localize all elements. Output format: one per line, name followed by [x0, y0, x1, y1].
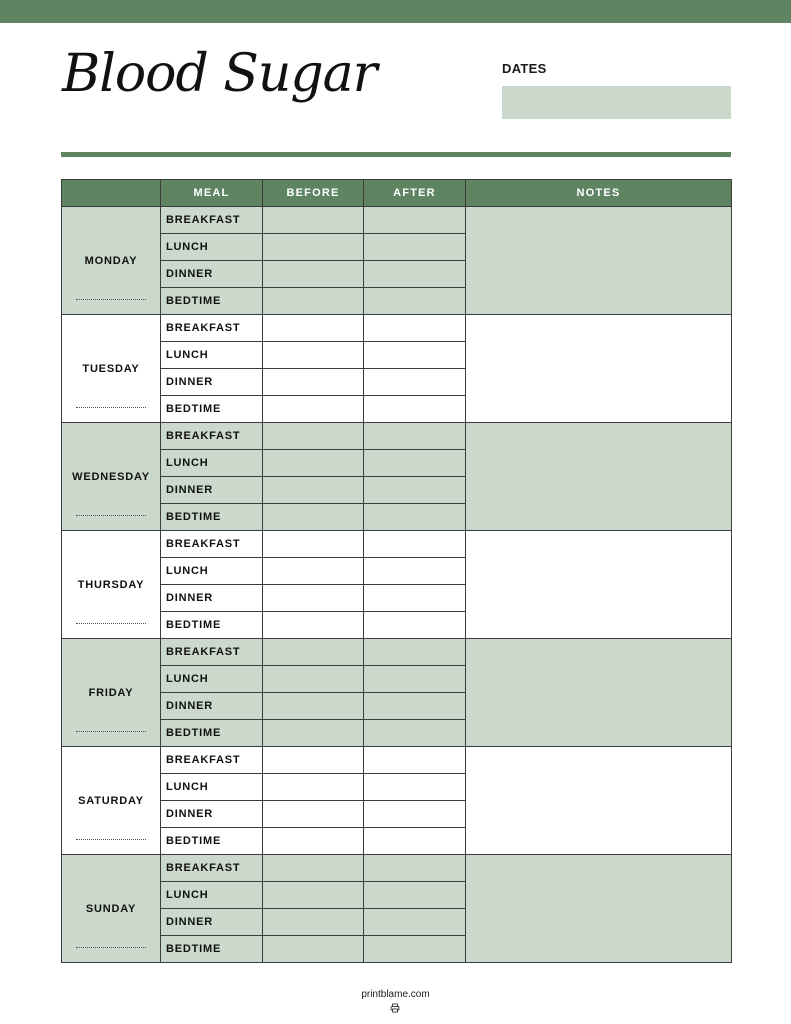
notes-cell[interactable] — [466, 315, 732, 423]
table-row — [62, 531, 732, 558]
before-reading-cell[interactable] — [263, 261, 364, 288]
after-reading-cell[interactable] — [364, 531, 466, 558]
date-write-line[interactable] — [76, 731, 146, 732]
meal-label: LUNCH — [161, 666, 263, 693]
page-title: Blood Sugar — [62, 44, 377, 104]
before-reading-cell[interactable] — [263, 882, 364, 909]
day-cell-monday — [62, 207, 161, 315]
day-label: TUESDAY — [82, 362, 140, 375]
before-reading-cell[interactable] — [263, 720, 364, 747]
after-reading-cell[interactable] — [364, 855, 466, 882]
table-header-row — [62, 180, 732, 207]
after-reading-cell[interactable] — [364, 207, 466, 234]
day-cell-tuesday — [62, 315, 161, 423]
day-cell-wednesday — [62, 423, 161, 531]
meal-label: DINNER — [161, 261, 263, 288]
after-reading-cell[interactable] — [364, 450, 466, 477]
before-reading-cell[interactable] — [263, 396, 364, 423]
header-divider — [61, 152, 731, 157]
table-row — [62, 855, 732, 882]
before-reading-cell[interactable] — [263, 612, 364, 639]
dates-field[interactable] — [502, 86, 731, 119]
notes-cell[interactable] — [466, 423, 732, 531]
day-label: MONDAY — [84, 254, 138, 267]
day-label: FRIDAY — [88, 686, 134, 699]
header-notes: NOTES — [466, 180, 732, 207]
after-reading-cell[interactable] — [364, 801, 466, 828]
after-reading-cell[interactable] — [364, 315, 466, 342]
after-reading-cell[interactable] — [364, 720, 466, 747]
meal-label: LUNCH — [161, 558, 263, 585]
date-write-line[interactable] — [76, 407, 146, 408]
before-reading-cell[interactable] — [263, 666, 364, 693]
table-row — [62, 315, 732, 342]
before-reading-cell[interactable] — [263, 315, 364, 342]
table-row — [62, 423, 732, 450]
after-reading-cell[interactable] — [364, 369, 466, 396]
header-after: AFTER — [364, 180, 466, 207]
meal-label: LUNCH — [161, 234, 263, 261]
after-reading-cell[interactable] — [364, 909, 466, 936]
notes-cell[interactable] — [466, 639, 732, 747]
before-reading-cell[interactable] — [263, 450, 364, 477]
before-reading-cell[interactable] — [263, 828, 364, 855]
table-row — [62, 639, 732, 666]
table-row — [62, 207, 732, 234]
meal-label: BREAKFAST — [161, 423, 263, 450]
after-reading-cell[interactable] — [364, 774, 466, 801]
after-reading-cell[interactable] — [364, 693, 466, 720]
after-reading-cell[interactable] — [364, 234, 466, 261]
before-reading-cell[interactable] — [263, 801, 364, 828]
header-day — [62, 180, 161, 207]
after-reading-cell[interactable] — [364, 342, 466, 369]
meal-label: BREAKFAST — [161, 747, 263, 774]
meal-label: DINNER — [161, 801, 263, 828]
after-reading-cell[interactable] — [364, 423, 466, 450]
footer-site: printblame.com — [361, 989, 430, 1000]
day-cell-thursday — [62, 531, 161, 639]
date-write-line[interactable] — [76, 947, 146, 948]
day-label: THURSDAY — [77, 578, 145, 591]
table-row — [62, 747, 732, 774]
after-reading-cell[interactable] — [364, 261, 466, 288]
meal-label: BEDTIME — [161, 504, 263, 531]
before-reading-cell[interactable] — [263, 288, 364, 315]
after-reading-cell[interactable] — [364, 612, 466, 639]
before-reading-cell[interactable] — [263, 936, 364, 963]
printer-icon — [390, 1003, 400, 1013]
before-reading-cell[interactable] — [263, 855, 364, 882]
after-reading-cell[interactable] — [364, 882, 466, 909]
after-reading-cell[interactable] — [364, 558, 466, 585]
day-label: SATURDAY — [78, 794, 144, 807]
date-write-line[interactable] — [76, 623, 146, 624]
header-meal: MEAL — [161, 180, 263, 207]
meal-label: BREAKFAST — [161, 855, 263, 882]
after-reading-cell[interactable] — [364, 288, 466, 315]
meal-label: DINNER — [161, 585, 263, 612]
meal-label: BREAKFAST — [161, 531, 263, 558]
day-cell-saturday — [62, 747, 161, 855]
dates-label: DATES — [502, 61, 547, 76]
after-reading-cell[interactable] — [364, 639, 466, 666]
before-reading-cell[interactable] — [263, 585, 364, 612]
before-reading-cell[interactable] — [263, 639, 364, 666]
meal-label: DINNER — [161, 693, 263, 720]
meal-label: DINNER — [161, 909, 263, 936]
date-write-line[interactable] — [76, 515, 146, 516]
date-write-line[interactable] — [76, 299, 146, 300]
notes-cell[interactable] — [466, 747, 732, 855]
before-reading-cell[interactable] — [263, 423, 364, 450]
meal-label: BREAKFAST — [161, 207, 263, 234]
before-reading-cell[interactable] — [263, 477, 364, 504]
before-reading-cell[interactable] — [263, 558, 364, 585]
before-reading-cell[interactable] — [263, 369, 364, 396]
meal-label: BREAKFAST — [161, 639, 263, 666]
after-reading-cell[interactable] — [364, 828, 466, 855]
before-reading-cell[interactable] — [263, 342, 364, 369]
before-reading-cell[interactable] — [263, 234, 364, 261]
before-reading-cell[interactable] — [263, 909, 364, 936]
before-reading-cell[interactable] — [263, 207, 364, 234]
after-reading-cell[interactable] — [364, 396, 466, 423]
day-cell-sunday — [62, 855, 161, 963]
after-reading-cell[interactable] — [364, 585, 466, 612]
before-reading-cell[interactable] — [263, 693, 364, 720]
after-reading-cell[interactable] — [364, 477, 466, 504]
meal-label: BEDTIME — [161, 936, 263, 963]
date-write-line[interactable] — [76, 839, 146, 840]
meal-label: LUNCH — [161, 450, 263, 477]
after-reading-cell[interactable] — [364, 747, 466, 774]
meal-label: BEDTIME — [161, 828, 263, 855]
notes-cell[interactable] — [466, 531, 732, 639]
meal-label: DINNER — [161, 477, 263, 504]
after-reading-cell[interactable] — [364, 504, 466, 531]
meal-label: BREAKFAST — [161, 315, 263, 342]
meal-label: LUNCH — [161, 882, 263, 909]
meal-label: LUNCH — [161, 774, 263, 801]
before-reading-cell[interactable] — [263, 747, 364, 774]
header-before: BEFORE — [263, 180, 364, 207]
meal-label: BEDTIME — [161, 612, 263, 639]
meal-label: DINNER — [161, 369, 263, 396]
notes-cell[interactable] — [466, 207, 732, 315]
before-reading-cell[interactable] — [263, 504, 364, 531]
meal-label: LUNCH — [161, 342, 263, 369]
notes-cell[interactable] — [466, 855, 732, 963]
after-reading-cell[interactable] — [364, 936, 466, 963]
day-label: SUNDAY — [85, 902, 137, 915]
meal-label: BEDTIME — [161, 396, 263, 423]
day-cell-friday — [62, 639, 161, 747]
top-accent-bar — [0, 0, 791, 23]
after-reading-cell[interactable] — [364, 666, 466, 693]
before-reading-cell[interactable] — [263, 531, 364, 558]
meal-label: BEDTIME — [161, 288, 263, 315]
blood-sugar-log-table — [61, 179, 732, 963]
meal-label: BEDTIME — [161, 720, 263, 747]
before-reading-cell[interactable] — [263, 774, 364, 801]
day-label: WEDNESDAY — [72, 470, 150, 483]
